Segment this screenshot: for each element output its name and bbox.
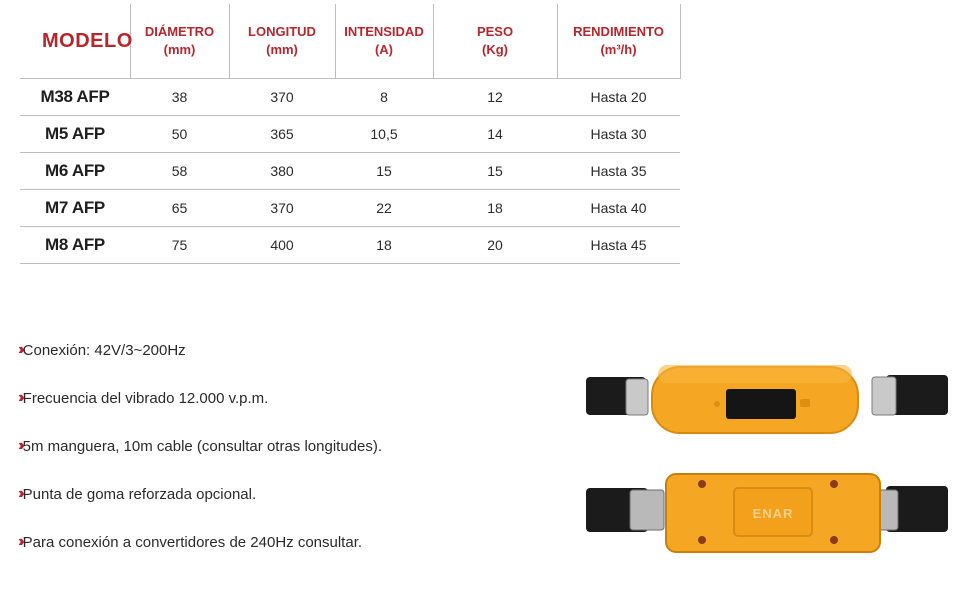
table-cell: Hasta 20 bbox=[557, 79, 680, 116]
feature-list bbox=[18, 340, 382, 580]
table-cell: 15 bbox=[433, 153, 557, 190]
feature-text: Punta de goma reforzada opcional. bbox=[22, 485, 257, 503]
double-chevron-right-icon: ›› bbox=[18, 485, 21, 502]
feature-item bbox=[18, 388, 382, 408]
converter-enar-photo bbox=[586, 470, 948, 556]
table-cell: 58 bbox=[130, 153, 229, 190]
table-cell: 50 bbox=[130, 116, 229, 153]
table-cell: 38 bbox=[130, 79, 229, 116]
header-modelo: MODELO bbox=[20, 4, 130, 79]
screw-top-right bbox=[830, 480, 838, 488]
header-diametro: DIÁMETRO (mm) bbox=[130, 4, 229, 79]
table-header-row bbox=[20, 4, 680, 79]
feature-text: 5m manguera, 10m cable (consultar otras longitudes). bbox=[22, 437, 383, 455]
brand-label: ENAR bbox=[752, 506, 794, 521]
feature-text: Frecuencia del vibrado 12.000 v.p.m. bbox=[22, 389, 269, 407]
converter-highlight bbox=[658, 365, 852, 383]
model-cell: M5 AFP bbox=[20, 116, 130, 153]
header-longitud: LONGITUD (mm) bbox=[229, 4, 335, 79]
feature-text: Conexión: 42V/3~200Hz bbox=[22, 341, 186, 359]
table-row bbox=[20, 79, 680, 116]
hose-clamp-right bbox=[872, 377, 896, 415]
model-cell: M7 AFP bbox=[20, 190, 130, 227]
table-cell: Hasta 35 bbox=[557, 153, 680, 190]
table-cell: Hasta 40 bbox=[557, 190, 680, 227]
table-cell: 22 bbox=[335, 190, 433, 227]
feature-item bbox=[18, 436, 382, 456]
feature-text: Para conexión a convertidores de 240Hz consultar. bbox=[22, 533, 363, 551]
table-cell: Hasta 45 bbox=[557, 227, 680, 264]
table-cell: 370 bbox=[229, 79, 335, 116]
led-indicator bbox=[800, 399, 810, 407]
header-rendimiento: RENDIMIENTO (m³/h) bbox=[557, 4, 680, 79]
hose-clamp-left bbox=[630, 490, 664, 530]
double-chevron-right-icon: ›› bbox=[18, 533, 21, 550]
header-intensidad: INTENSIDAD (A) bbox=[335, 4, 433, 79]
table-row bbox=[20, 190, 680, 227]
model-cell: M6 AFP bbox=[20, 153, 130, 190]
table-cell: 10,5 bbox=[335, 116, 433, 153]
table-cell: 12 bbox=[433, 79, 557, 116]
table-cell: 15 bbox=[335, 153, 433, 190]
table-row bbox=[20, 227, 680, 264]
table-row bbox=[20, 153, 680, 190]
table-cell: 365 bbox=[229, 116, 335, 153]
header-peso: PESO (Kg) bbox=[433, 4, 557, 79]
double-chevron-right-icon: ›› bbox=[18, 437, 21, 454]
model-cell: M38 AFP bbox=[20, 79, 130, 116]
button-dot bbox=[714, 401, 720, 407]
table-cell: 14 bbox=[433, 116, 557, 153]
model-cell: M8 AFP bbox=[20, 227, 130, 264]
screw-bottom-right bbox=[830, 536, 838, 544]
table-cell: 18 bbox=[335, 227, 433, 264]
feature-item bbox=[18, 340, 382, 360]
table-cell: 20 bbox=[433, 227, 557, 264]
table-row bbox=[20, 116, 680, 153]
table-cell: 65 bbox=[130, 190, 229, 227]
feature-item bbox=[18, 532, 382, 552]
screw-top-left bbox=[698, 480, 706, 488]
hose-clamp-left bbox=[626, 379, 648, 415]
display-screen bbox=[726, 389, 796, 419]
double-chevron-right-icon: ›› bbox=[18, 389, 21, 406]
double-chevron-right-icon: ›› bbox=[18, 341, 21, 358]
table-cell: 400 bbox=[229, 227, 335, 264]
converter-display-photo bbox=[586, 363, 948, 443]
table-cell: 8 bbox=[335, 79, 433, 116]
feature-item bbox=[18, 484, 382, 504]
table-cell: 18 bbox=[433, 190, 557, 227]
table-cell: Hasta 30 bbox=[557, 116, 680, 153]
spec-table bbox=[20, 4, 681, 264]
screw-bottom-left bbox=[698, 536, 706, 544]
table-cell: 380 bbox=[229, 153, 335, 190]
table-cell: 370 bbox=[229, 190, 335, 227]
table-cell: 75 bbox=[130, 227, 229, 264]
